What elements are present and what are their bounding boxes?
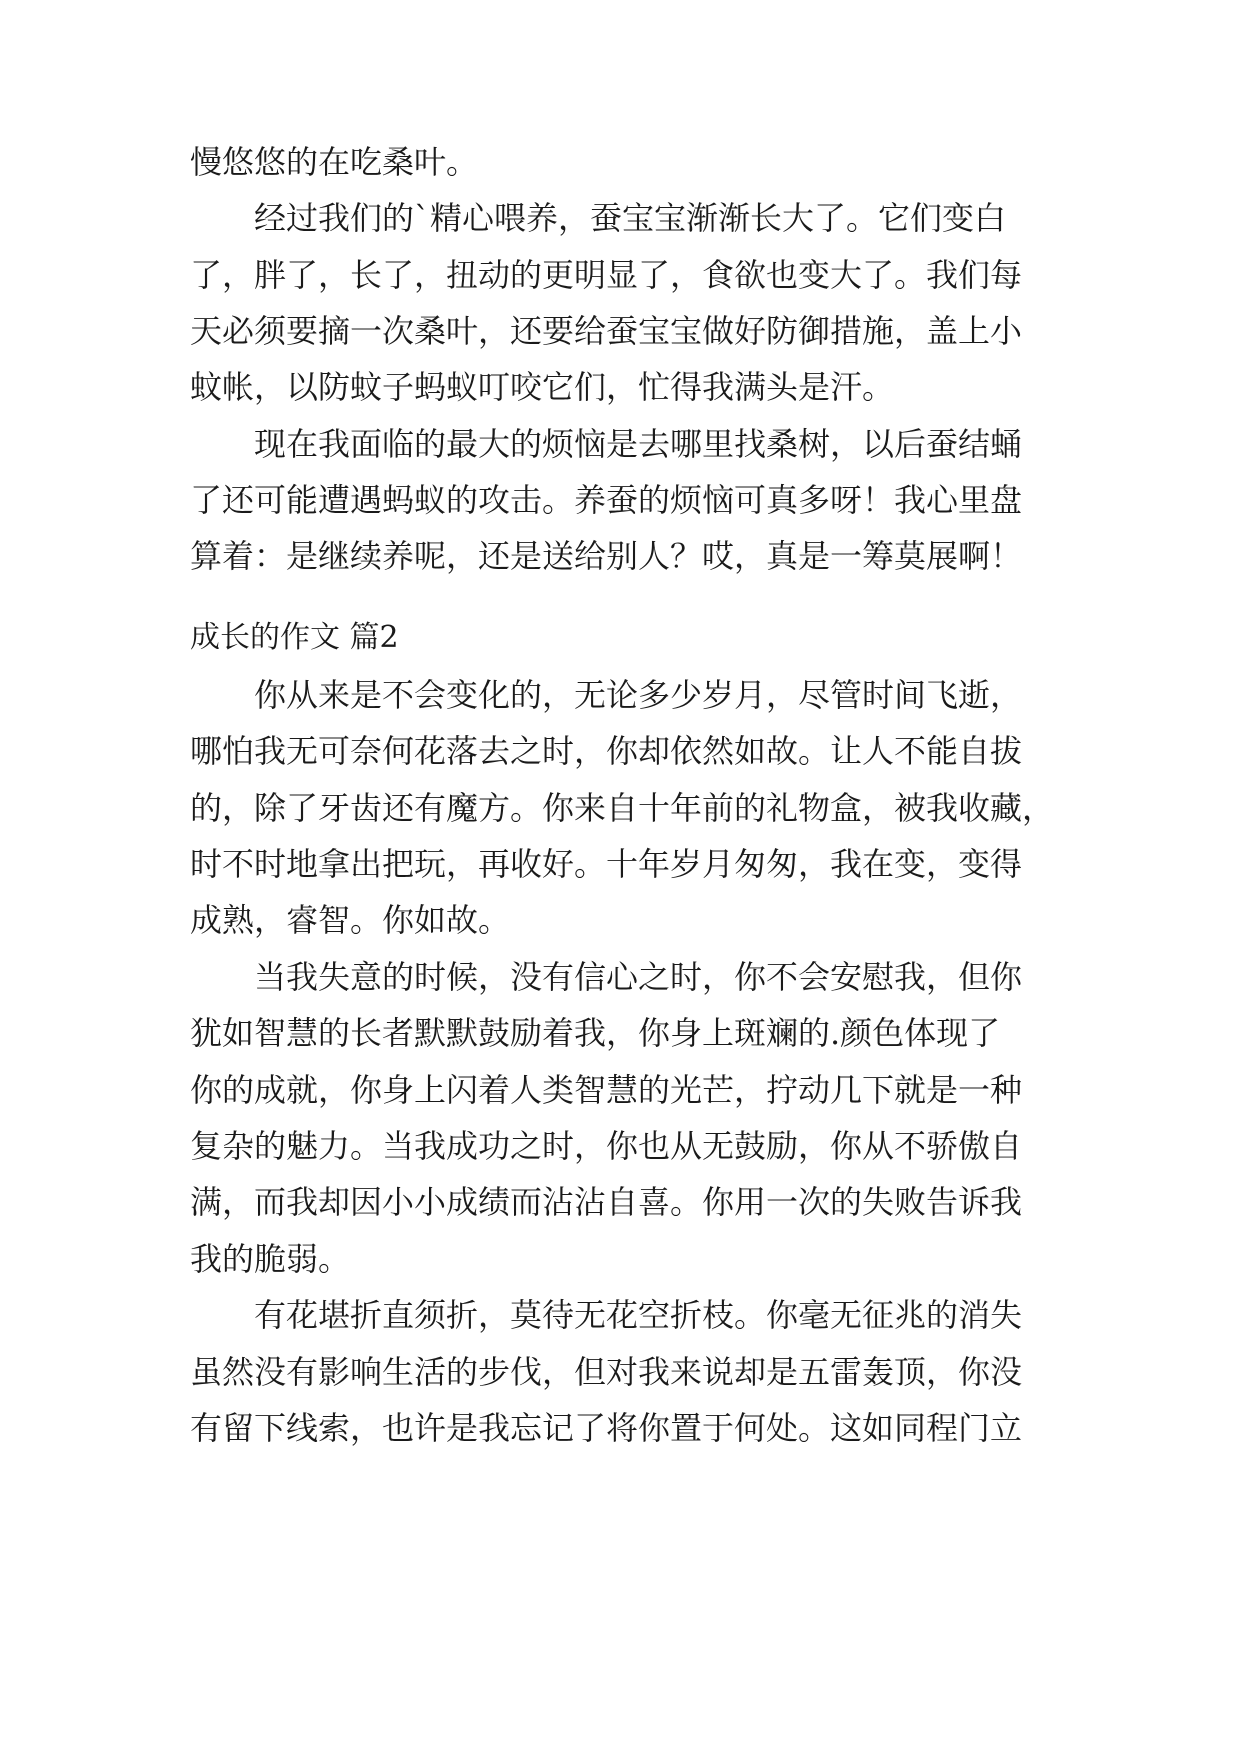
text-line: 有留下线索，也许是我忘记了将你置于何处。这如同程门立: [190, 1409, 1023, 1447]
text-line: 哪怕我无可奈何花落去之时，你却依然如故。让人不能自拔: [190, 732, 1023, 770]
text-line: 成熟，睿智。你如故。: [190, 901, 511, 939]
text-line: 慢悠悠的在吃桑叶。: [190, 143, 479, 181]
text-line: 虽然没有影响生活的步伐，但对我来说却是五雷轰顶，你没: [190, 1353, 1023, 1391]
text-line: 经过我们的`精心喂养，蚕宝宝渐渐长大了。它们变白: [254, 199, 1007, 237]
text-line: 复杂的魅力。当我成功之时，你也从无鼓励，你从不骄傲自: [190, 1127, 1023, 1165]
text-line: 天必须要摘一次桑叶，还要给蚕宝宝做好防御措施，盖上小: [190, 312, 1023, 350]
text-line: 蚊帐，以防蚊子蚂蚁叮咬它们，忙得我满头是汗。: [190, 368, 895, 406]
text-line: 现在我面临的最大的烦恼是去哪里找桑树，以后蚕结蛹: [254, 425, 1023, 463]
text-line: 你的成就，你身上闪着人类智慧的光芒，拧动几下就是一种: [190, 1071, 1023, 1109]
text-line: 你从来是不会变化的，无论多少岁月，尽管时间飞逝，: [254, 676, 1023, 714]
text-line: 满，而我却因小小成绩而沾沾自喜。你用一次的失败告诉我: [190, 1183, 1023, 1221]
text-line: 犹如智慧的长者默默鼓励着我，你身上斑斓的.颜色体现了: [190, 1014, 1001, 1052]
text-line: 时不时地拿出把玩，再收好。十年岁月匆匆，我在变，变得: [190, 845, 1023, 883]
text-line: 有花堪折直须折，莫待无花空折枝。你毫无征兆的消失: [254, 1296, 1023, 1334]
text-line: 的，除了牙齿还有魔方。你来自十年前的礼物盒，被我收藏，: [190, 789, 1055, 827]
text-line: 我的脆弱。: [190, 1240, 351, 1278]
text-line: 了还可能遭遇蚂蚁的攻击。养蚕的烦恼可真多呀！我心里盘: [190, 481, 1023, 519]
text-line: 当我失意的时候，没有信心之时，你不会安慰我，但你: [254, 958, 1023, 996]
text-line: 了，胖了，长了，扭动的更明显了，食欲也变大了。我们每: [190, 256, 1023, 294]
section-heading: 成长的作文 篇2: [190, 620, 399, 655]
text-line: 算着：是继续养呢，还是送给别人？哎，真是一筹莫展啊！: [190, 537, 1023, 575]
